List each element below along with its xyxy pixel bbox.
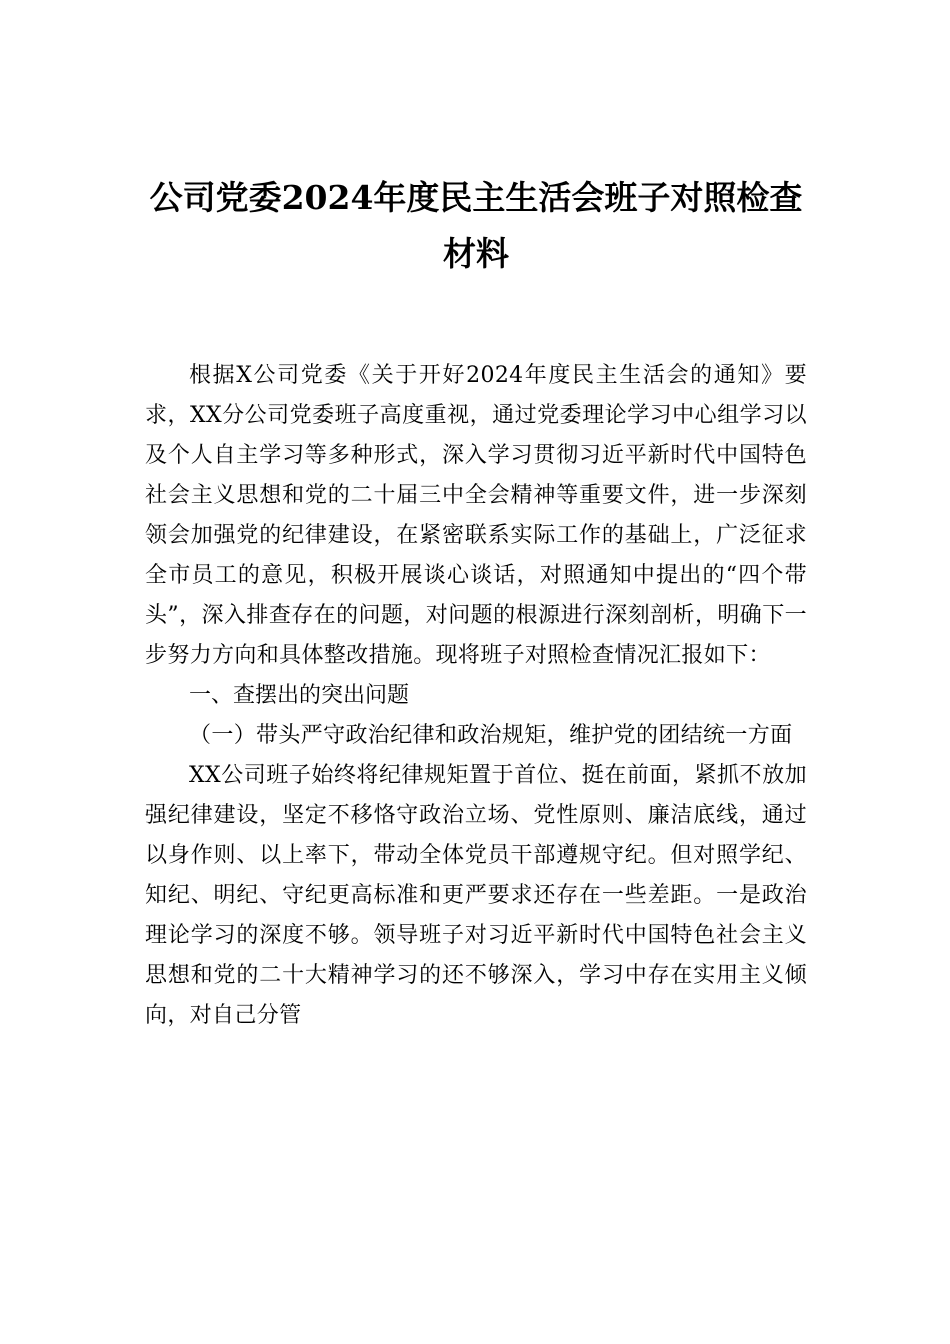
subsection-heading: （一）带头严守政治纪律和政治规矩，维护党的团结统一方面 — [189, 723, 793, 748]
document-title: 公司党委2024年度民主生活会班子对照检查材料 — [149, 178, 803, 273]
section-heading: 一、查摆出的突出问题 — [189, 683, 410, 708]
title-spacer — [145, 282, 807, 356]
document-page — [145, 170, 807, 1036]
intro-paragraph: 根据X公司党委《关于开好2024年度民主生活会的通知》要求，XX分公司党委班子高度重视，通过党委理论学习中心组学习以及个人自主学习等多种形式，深入学习贯彻习近平新时代中国特色社会主义思想和党的二十届三中全会精神等重要文件，进一步深刻领会加强党的纪律建设，在紧密联系实际工作的基础上，广泛征求全市员工的意见，积极开展谈心谈话，对照通知中提出的“四个带头”，深入排查存在的问题，对问题的根源进行深刻剖析，明确下一步努力方向和具体整改措施。现将班子对照检查情况汇报如下： — [145, 363, 807, 668]
body-paragraph: XX公司班子始终将纪律规矩置于首位、挺在前面，紧抓不放加强纪律建设，坚定不移恪守政治立场、党性原则、廉洁底线，通过以身作则、以上率下，带动全体党员干部遵规守纪。但对照学纪、知纪、明纪、守纪更高标准和更严要求还存在一些差距。一是政治理论学习的深度不够。领导班子对习近平新时代中国特色社会主义思想和党的二十大精神学习的还不够深入，学习中存在实用主义倾向，对自己分管 — [145, 763, 807, 1028]
